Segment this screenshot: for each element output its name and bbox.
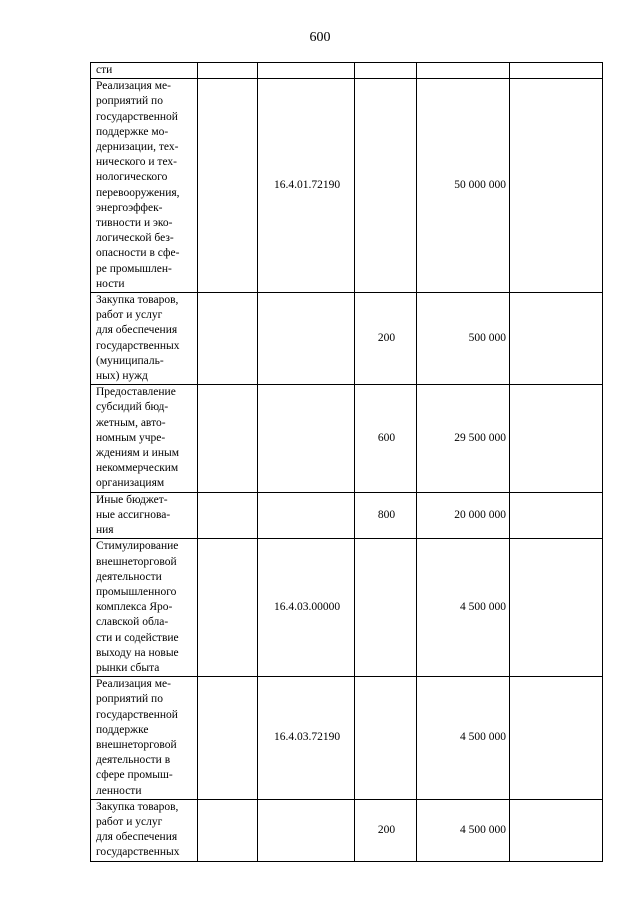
row-name-line: субсидий бюд- <box>96 401 169 414</box>
table-row <box>91 539 603 677</box>
row-expense-type-cell <box>355 539 417 677</box>
row-amount-cell: 29 500 000 <box>417 385 510 492</box>
row-empty-cell <box>510 63 603 79</box>
row-code-cell <box>258 492 355 539</box>
row-name-line: деятельности в <box>96 754 171 767</box>
row-name-cell <box>91 79 198 293</box>
row-empty-cell <box>510 539 603 677</box>
row-name-line: для обеспечения <box>96 831 178 844</box>
row-amount-cell: 500 000 <box>417 293 510 385</box>
row-name-line: для обеспечения <box>96 324 178 337</box>
row-code-cell <box>258 799 355 861</box>
row-expense-type-cell: 200 <box>355 293 417 385</box>
row-empty-cell <box>510 293 603 385</box>
row-empty-cell <box>198 79 258 293</box>
row-empty-cell <box>198 799 258 861</box>
row-name-line: Закупка товаров, <box>96 294 179 307</box>
row-empty-cell <box>198 293 258 385</box>
row-name-line: нического и тех- <box>96 156 177 169</box>
row-name-line: номным учре- <box>96 431 166 444</box>
row-name-line: ности <box>96 277 125 290</box>
row-code-cell: 16.4.03.00000 <box>258 539 355 677</box>
row-name-line: Реализация ме- <box>96 80 171 93</box>
row-name-line: промышленного <box>96 585 177 598</box>
row-expense-type-cell <box>355 79 417 293</box>
row-name-cell <box>91 799 198 861</box>
budget-table <box>90 62 603 862</box>
row-name-line: Предоставление <box>96 386 176 399</box>
table-row <box>91 63 603 79</box>
row-name-line: внешнеторговой <box>96 555 177 568</box>
row-empty-cell <box>198 63 258 79</box>
row-name-line: Стимулирование <box>96 540 179 553</box>
row-code-cell <box>258 385 355 492</box>
row-name-line: поддержке <box>96 723 149 736</box>
row-name-line: славской обла- <box>96 616 169 629</box>
row-name-line: Закупка товаров, <box>96 800 179 813</box>
row-name-line: деятельности <box>96 570 162 583</box>
row-name-line: комплекса Яро- <box>96 601 173 614</box>
row-name-cell <box>91 539 198 677</box>
row-code-cell: 16.4.01.72190 <box>258 79 355 293</box>
row-name-line: опасности в сфе- <box>96 247 180 260</box>
row-name-line: некоммерческим <box>96 462 179 475</box>
row-name-line: Реализация ме- <box>96 678 171 691</box>
row-name-line: Иные бюджет- <box>96 493 168 506</box>
row-name-line: поддержке мо- <box>96 125 169 138</box>
row-amount-cell: 50 000 000 <box>417 79 510 293</box>
row-name-line: работ и услуг <box>96 815 163 828</box>
row-expense-type-cell <box>355 63 417 79</box>
row-expense-type-cell <box>355 677 417 800</box>
row-name-line: работ и услуг <box>96 309 163 322</box>
table-row <box>91 79 603 293</box>
row-name-line: дернизации, тех- <box>96 141 179 154</box>
row-empty-cell <box>510 677 603 800</box>
table-row <box>91 385 603 492</box>
row-name-line: ленности <box>96 784 142 797</box>
row-name-line: ре промышлен- <box>96 262 172 275</box>
row-name-cell <box>91 63 198 79</box>
row-name-line: (муниципаль- <box>96 354 164 367</box>
table-row <box>91 799 603 861</box>
row-name-line: ждениям и иным <box>96 447 179 460</box>
row-empty-cell <box>198 539 258 677</box>
row-amount-cell: 4 500 000 <box>417 539 510 677</box>
row-name-line: рынки сбыта <box>96 661 160 674</box>
row-name-line: внешнеторговой <box>96 738 177 751</box>
row-name-cell <box>91 492 198 539</box>
row-name-line: роприятий по <box>96 95 163 108</box>
row-code-cell <box>258 63 355 79</box>
row-name-line: нологического <box>96 171 168 184</box>
page-number: 600 <box>309 30 331 45</box>
row-amount-cell <box>417 63 510 79</box>
row-name-cell <box>91 293 198 385</box>
row-expense-type-cell: 600 <box>355 385 417 492</box>
row-empty-cell <box>510 799 603 861</box>
row-name-line: энергоэффек- <box>96 201 163 214</box>
row-name-cell <box>91 677 198 800</box>
row-name-line: жетным, авто- <box>96 416 166 429</box>
row-name-line: перевооружения, <box>96 186 180 199</box>
row-empty-cell <box>198 492 258 539</box>
row-name-line: сти и содействие <box>96 631 179 644</box>
budget-table-body <box>91 63 603 862</box>
row-name-line: ния <box>96 524 114 537</box>
row-name-cell <box>91 385 198 492</box>
row-name-line: роприятий по <box>96 693 163 706</box>
row-name-line: сфере промыш- <box>96 769 173 782</box>
row-empty-cell <box>198 385 258 492</box>
row-expense-type-cell: 200 <box>355 799 417 861</box>
row-name-line: тивности и эко- <box>96 217 173 230</box>
row-amount-cell: 4 500 000 <box>417 677 510 800</box>
table-row <box>91 492 603 539</box>
row-name-line: государственной <box>96 708 178 721</box>
row-expense-type-cell: 800 <box>355 492 417 539</box>
row-code-cell <box>258 293 355 385</box>
row-name-line: ные ассигнова- <box>96 508 171 521</box>
row-name-line: сти <box>96 64 113 76</box>
row-empty-cell <box>198 677 258 800</box>
row-name-line: ных) нужд <box>96 370 148 383</box>
row-name-line: логической без- <box>96 232 174 245</box>
row-empty-cell <box>510 385 603 492</box>
row-empty-cell <box>510 79 603 293</box>
row-name-line: государственных <box>96 339 180 352</box>
table-row <box>91 293 603 385</box>
row-name-line: государственной <box>96 110 178 123</box>
row-name-line: организациям <box>96 477 165 490</box>
row-amount-cell: 4 500 000 <box>417 799 510 861</box>
row-empty-cell <box>510 492 603 539</box>
row-amount-cell: 20 000 000 <box>417 492 510 539</box>
row-name-line: государственных <box>96 846 180 859</box>
row-name-line: выходу на новые <box>96 646 179 659</box>
row-code-cell: 16.4.03.72190 <box>258 677 355 800</box>
table-row <box>91 677 603 800</box>
